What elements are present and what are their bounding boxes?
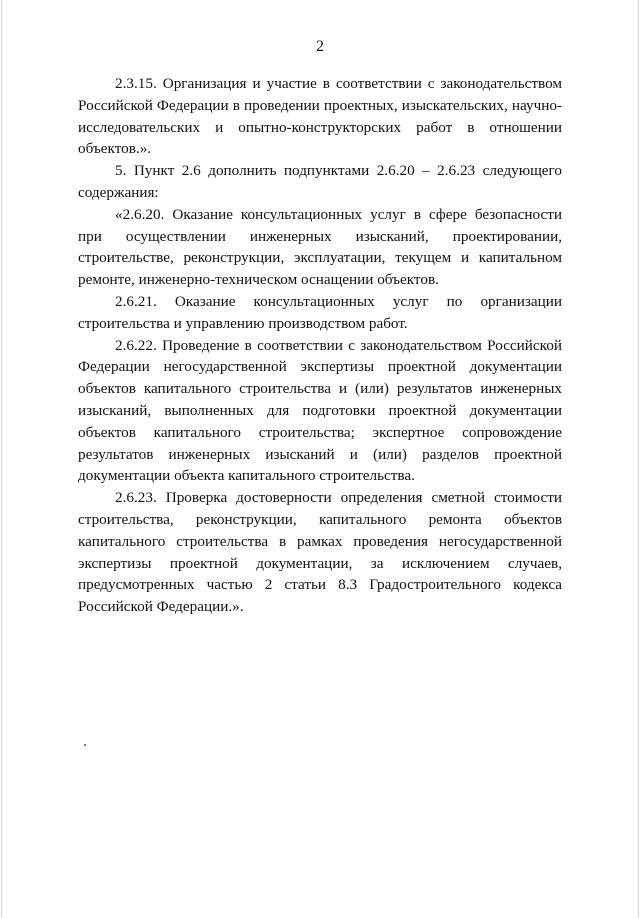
scan-speck bbox=[84, 744, 86, 746]
page-number: 2 bbox=[316, 38, 324, 55]
paragraph-item-5: 5. Пункт 2.6 дополнить подпунктами 2.6.20 – 2.6.23 следующего содержания: bbox=[78, 162, 562, 201]
paragraph-2-6-23: 2.6.23. Проверка достоверности определения сметной стоимости строительства, реконструкции, капитального ремонта объектов капитального строительства в рамках проведения негосударственной экспертизы проектной документации, за исключением случаев, предусмотренных частью 2 статьи 8.3 Градостроительного кодекса Российской Федерации.». bbox=[78, 489, 562, 616]
paragraph-2-6-22: 2.6.22. Проведение в соответствии с законодательством Российской Федерации негосударственной экспертизы проектной документации объектов капитального строительства и (или) результатов инженерных изысканий, выполненных для подготовки проектной документации объектов капитального строительства; экспертное сопровождение результатов инженерных изысканий и (или) разделов проектной документации объекта капитального строительства. bbox=[78, 336, 562, 485]
paragraph-2-3-15: 2.3.15. Организация и участие в соответствии с законодательством Российской Федерации в проведении проектных, изыскательских, научно-исследовательских и опытно-конструкторских работ в отношении объектов.». bbox=[78, 75, 562, 158]
paragraph-2-6-21: 2.6.21. Оказание консультационных услуг по организации строительства и управлению производством работ. bbox=[78, 292, 562, 332]
paragraph-2-6-20: «2.6.20. Оказание консультационных услуг в сфере безопасности при осуществлении инженерных изысканий, проектировании, строительстве, реконструкции, эксплуатации, текущем и капитальном ремонте, инженерно-техническом оснащении объектов. bbox=[78, 205, 562, 289]
scan-edge-left bbox=[1, 0, 2, 918]
document-body bbox=[78, 73, 562, 618]
scan-edge-right bbox=[638, 0, 639, 918]
